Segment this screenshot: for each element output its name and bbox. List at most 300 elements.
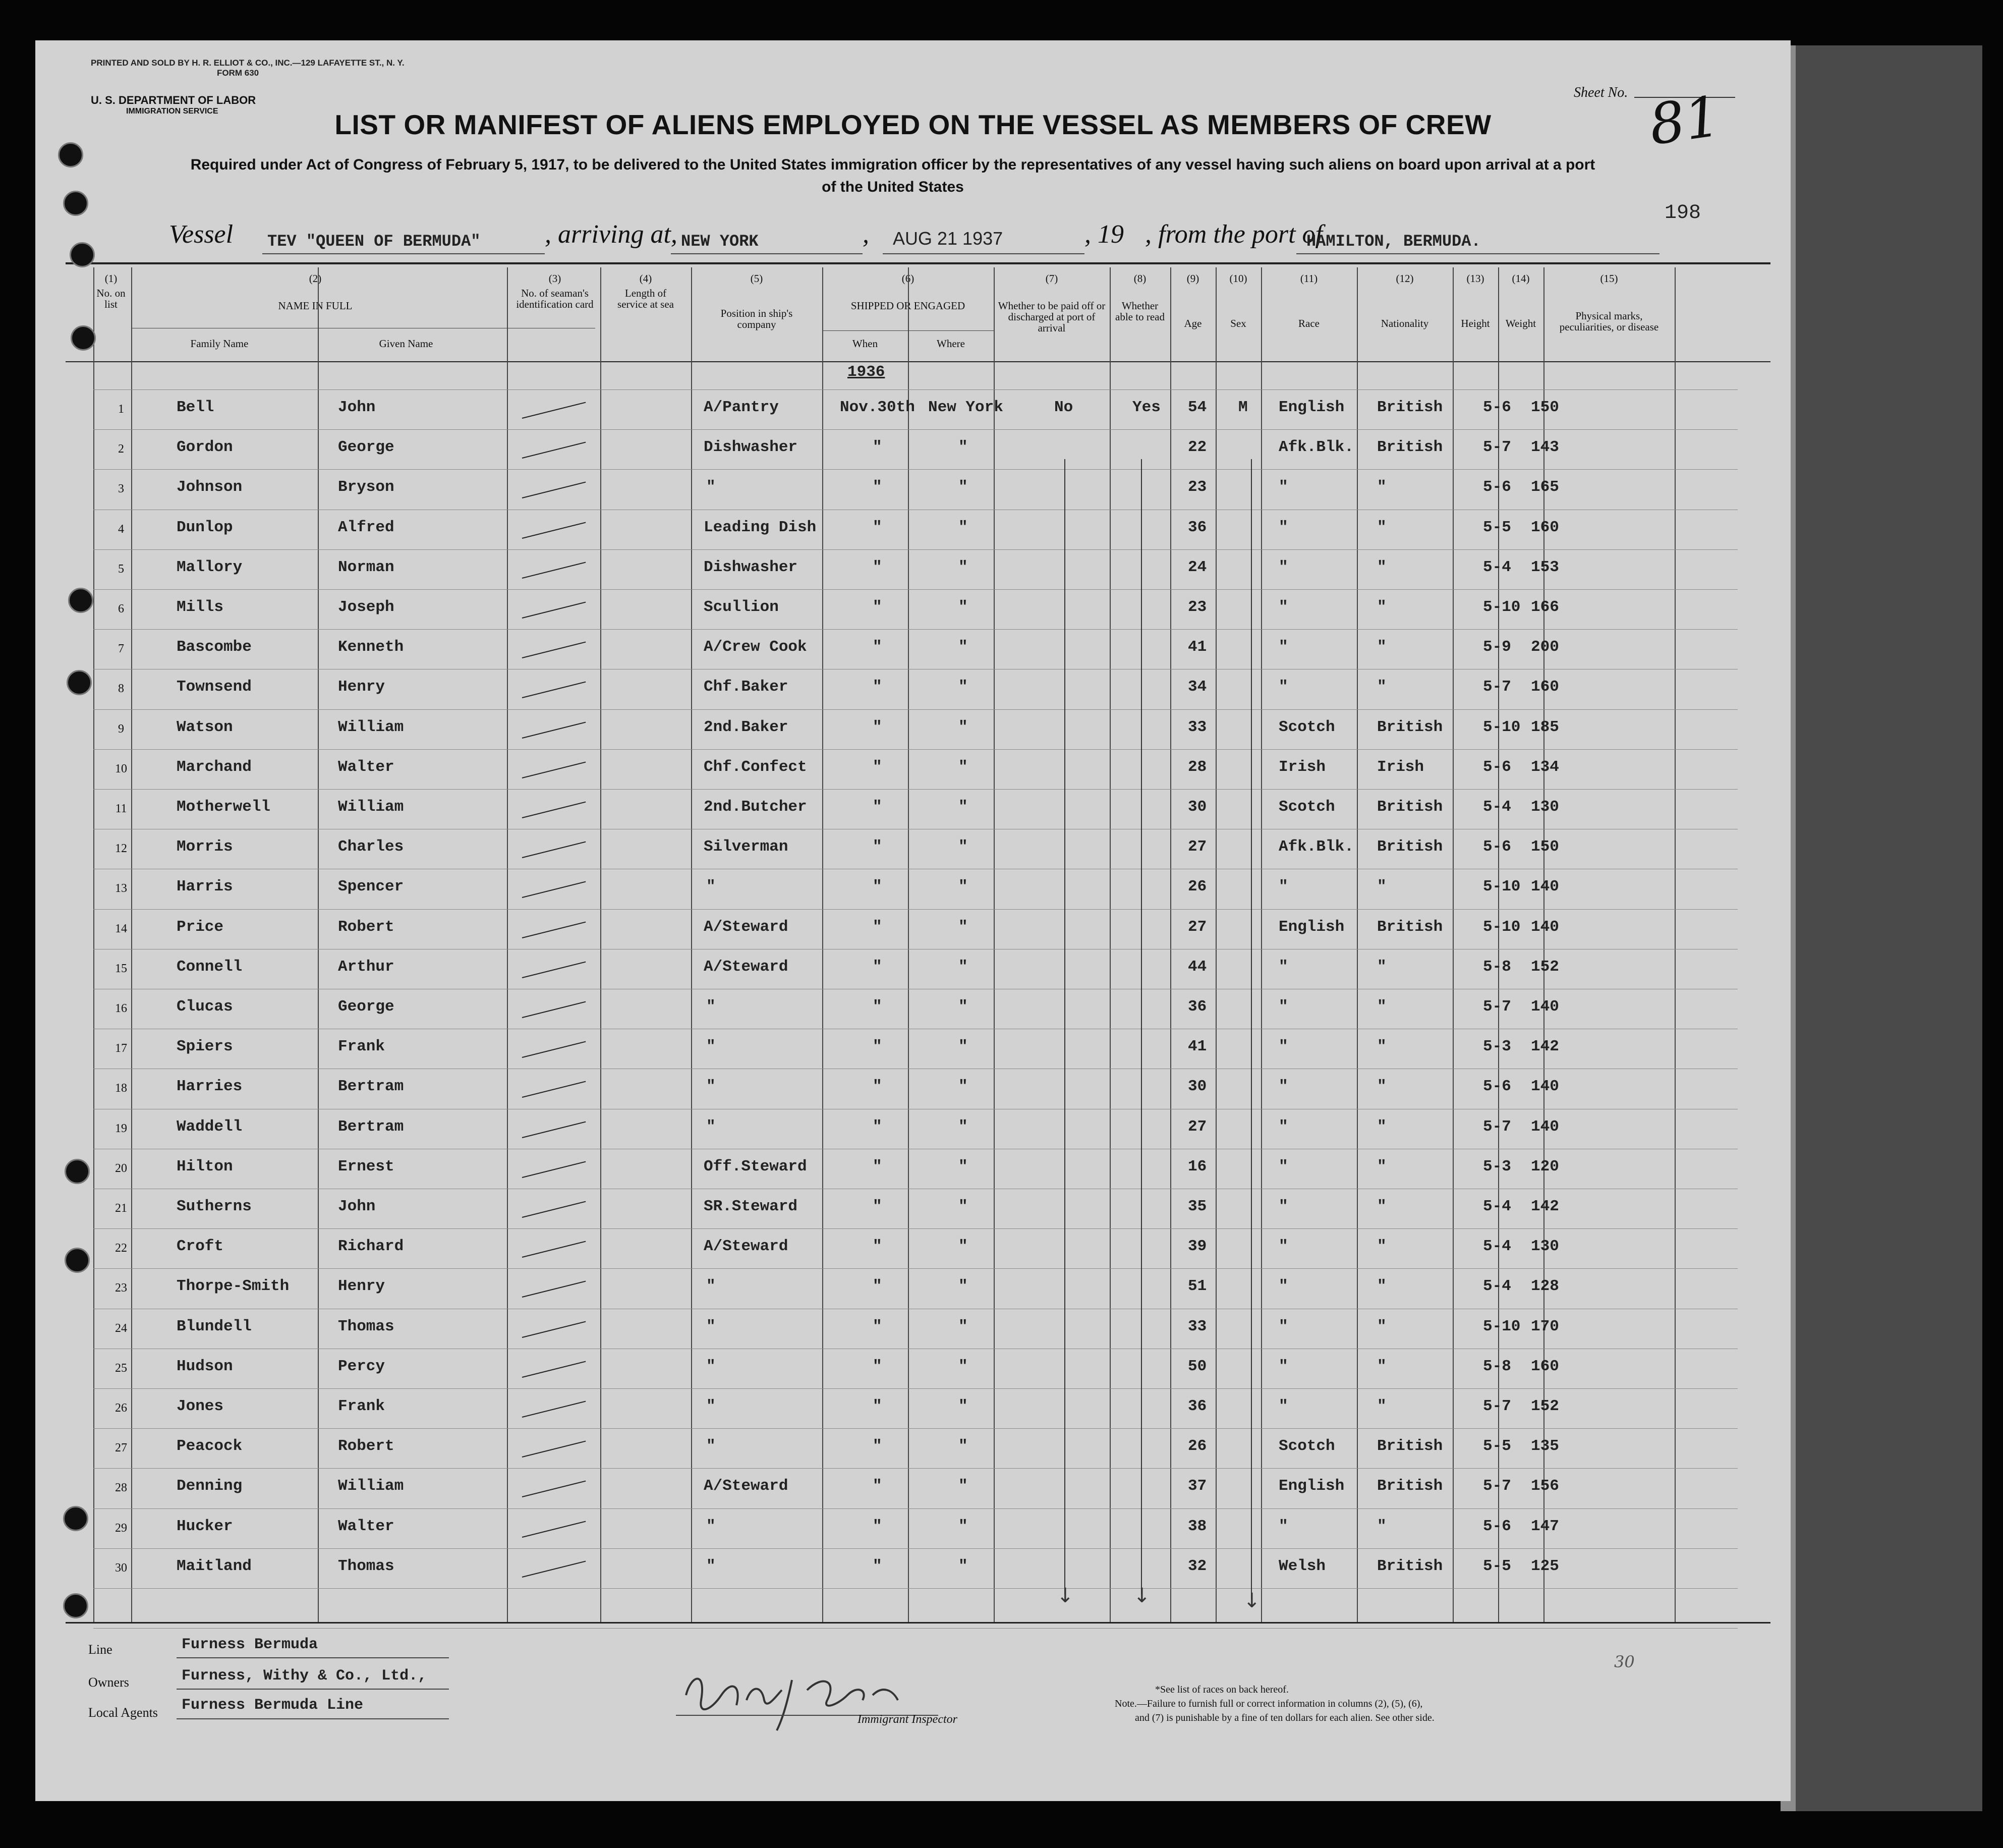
column-divider <box>691 267 692 1622</box>
race: Scotch <box>1279 798 1335 816</box>
race: " <box>1279 958 1288 976</box>
line-underline <box>177 1657 449 1658</box>
position: " <box>706 1517 716 1535</box>
id-card-slash-mark <box>522 1081 586 1098</box>
shipped-when: " <box>873 918 882 936</box>
height: 5-7 <box>1483 1397 1511 1415</box>
id-card-slash-mark <box>522 522 586 538</box>
id-card-slash-mark <box>522 1361 586 1377</box>
race: " <box>1279 558 1288 576</box>
shipped-where: " <box>958 1517 968 1535</box>
column-divider <box>1498 267 1499 1622</box>
id-card-slash-mark <box>522 1481 586 1497</box>
year-note: 1936 <box>847 363 885 381</box>
age: 54 <box>1188 399 1207 416</box>
race: English <box>1279 1477 1345 1495</box>
col7-head: Whether to be paid off or discharged at port of arrival <box>998 300 1106 334</box>
row-gridline <box>93 789 1738 790</box>
position: Off.Steward <box>704 1157 807 1175</box>
family-name: Maitland <box>177 1557 252 1575</box>
agents-value: Furness Bermuda Line <box>182 1697 364 1714</box>
col1-num: (1) <box>104 272 118 285</box>
row-number: 2 <box>118 442 124 456</box>
given-name: Frank <box>338 1397 385 1415</box>
col3-head: No. of seaman's identification card <box>516 287 594 310</box>
id-card-slash-mark <box>522 881 586 898</box>
position: 2nd.Baker <box>704 718 788 736</box>
height: 5-7 <box>1483 678 1511 696</box>
stamp-number: 198 <box>1665 202 1701 225</box>
shipped-where: " <box>958 838 968 856</box>
column-divider <box>93 267 94 1622</box>
shipped-when: " <box>873 1157 882 1175</box>
race: " <box>1279 1117 1288 1136</box>
col14-head: Weight <box>1505 317 1536 329</box>
nationality: " <box>1377 1277 1387 1296</box>
given-name: Thomas <box>338 1317 394 1335</box>
position: Dishwasher <box>704 438 798 457</box>
from-line <box>1296 253 1659 254</box>
year-label: , 19 <box>1084 220 1124 249</box>
age: 22 <box>1188 438 1207 457</box>
nationality: " <box>1377 518 1387 536</box>
nationality: " <box>1377 598 1387 616</box>
row-gridline <box>93 1228 1738 1229</box>
height: 5-5 <box>1483 1557 1511 1575</box>
weight: 160 <box>1531 518 1559 536</box>
family-name: Mills <box>177 598 224 616</box>
weight: 152 <box>1531 1397 1559 1415</box>
age: 33 <box>1188 1317 1207 1335</box>
position: A/Steward <box>704 958 788 976</box>
nationality: " <box>1377 1357 1387 1375</box>
col2-family-head: Family Name <box>190 338 249 350</box>
weight: 160 <box>1531 1357 1559 1375</box>
row-gridline <box>93 469 1738 470</box>
id-card-slash-mark <box>522 721 586 738</box>
form-number: FORM 630 <box>217 68 259 78</box>
shipped-when: " <box>873 1517 882 1535</box>
row-gridline <box>93 1388 1738 1389</box>
race: " <box>1279 598 1288 616</box>
col11-head: Race <box>1298 317 1320 329</box>
weight: 165 <box>1531 478 1559 496</box>
height: 5-3 <box>1483 1157 1511 1175</box>
age: 26 <box>1188 878 1207 896</box>
family-name: Clucas <box>177 998 233 1016</box>
given-name: Spencer <box>338 878 404 896</box>
shipped-when: " <box>873 638 882 656</box>
id-card-slash-mark <box>522 1001 586 1018</box>
column-divider <box>1261 267 1262 1622</box>
printer-imprint <box>91 58 405 78</box>
row-gridline <box>93 1548 1738 1549</box>
age: 27 <box>1188 918 1207 936</box>
from-label: , from the port of <box>1145 220 1323 249</box>
age: 37 <box>1188 1477 1207 1495</box>
row-gridline <box>93 629 1738 630</box>
sex-arrowhead-icon: ↓ <box>1243 1589 1261 1612</box>
given-name: Ernest <box>338 1157 394 1175</box>
nationality: " <box>1377 1038 1387 1056</box>
weight: 140 <box>1531 1117 1559 1136</box>
read-arrowhead-icon: ↓ <box>1133 1584 1151 1607</box>
binder-background <box>1791 45 1982 1811</box>
id-card-slash-mark <box>522 1201 586 1218</box>
col3-num: (3) <box>548 272 561 285</box>
family-name: Mallory <box>177 558 243 576</box>
weight: 153 <box>1531 558 1559 576</box>
height: 5-9 <box>1483 638 1511 656</box>
weight: 147 <box>1531 1517 1559 1535</box>
nationality: " <box>1377 1157 1387 1175</box>
pencil-mark: 30 <box>1614 1652 1635 1671</box>
given-name: William <box>338 798 404 816</box>
column-divider <box>822 267 823 1622</box>
age: 30 <box>1188 798 1207 816</box>
id-card-slash-mark <box>522 682 586 698</box>
row-gridline <box>93 1508 1738 1509</box>
given-name: Walter <box>338 1517 394 1535</box>
row-gridline <box>93 1628 1738 1629</box>
nationality: " <box>1377 1517 1387 1535</box>
line-value: Furness Bermuda <box>182 1636 318 1653</box>
weight: 200 <box>1531 638 1559 656</box>
row-gridline <box>93 1588 1738 1589</box>
col2-given-head: Given Name <box>379 338 433 350</box>
age: 35 <box>1188 1198 1207 1215</box>
shipped-when: " <box>873 1317 882 1335</box>
shipped-where: " <box>958 1238 968 1256</box>
weight: 150 <box>1531 399 1559 416</box>
position: " <box>706 1277 716 1296</box>
row-number: 30 <box>115 1561 127 1575</box>
height: 5-4 <box>1483 1198 1511 1215</box>
family-name: Connell <box>177 958 243 976</box>
row-gridline <box>93 1428 1738 1429</box>
row-number: 9 <box>118 722 124 736</box>
shipped-when: " <box>873 1557 882 1575</box>
age: 28 <box>1188 758 1207 776</box>
paid-arrowhead-icon: ↓ <box>1057 1584 1074 1607</box>
shipped-when: " <box>873 1038 882 1056</box>
family-name: Spiers <box>177 1038 233 1056</box>
row-number: 13 <box>115 882 127 895</box>
agents-label: Local Agents <box>88 1705 158 1720</box>
position: " <box>706 1038 716 1056</box>
col8-head: Whether able to read <box>1115 300 1165 323</box>
binder-hole <box>63 1593 88 1618</box>
shipped-where: New York <box>928 399 1003 416</box>
given-name: Norman <box>338 558 394 576</box>
position: A/Steward <box>704 1238 788 1256</box>
shipped-when: " <box>873 478 882 496</box>
family-name: Hucker <box>177 1517 233 1535</box>
height: 5-6 <box>1483 478 1511 496</box>
shipped-when: " <box>873 438 882 457</box>
shipped-when: " <box>873 878 882 896</box>
col15-num: (15) <box>1600 272 1618 285</box>
nationality: British <box>1377 399 1443 416</box>
row-number: 25 <box>115 1361 127 1375</box>
vessel-row <box>35 217 1791 257</box>
row-number: 11 <box>115 802 127 815</box>
col9-num: (9) <box>1186 272 1199 285</box>
height: 5-8 <box>1483 1357 1511 1375</box>
row-gridline <box>93 1468 1738 1469</box>
id-card-slash-mark <box>522 1441 586 1458</box>
vessel-label: Vessel <box>169 220 234 249</box>
shipped-when: " <box>873 1238 882 1256</box>
col8-num: (8) <box>1133 272 1147 285</box>
height: 5-6 <box>1483 1517 1511 1535</box>
family-name: Thorpe-Smith <box>177 1277 290 1296</box>
sex: M <box>1238 399 1248 416</box>
age: 50 <box>1188 1357 1207 1375</box>
race: " <box>1279 1357 1288 1375</box>
age: 41 <box>1188 1038 1207 1056</box>
position: Leading Dish <box>704 518 817 536</box>
row-number: 20 <box>115 1161 127 1175</box>
nationality: " <box>1377 1198 1387 1215</box>
shipped-where: " <box>958 638 968 656</box>
owners-label: Owners <box>88 1675 129 1690</box>
family-name: Denning <box>177 1477 243 1495</box>
race: " <box>1279 1157 1288 1175</box>
height: 5-10 <box>1483 878 1521 896</box>
age: 27 <box>1188 1117 1207 1136</box>
shipped-when: " <box>873 1277 882 1296</box>
agents-underline <box>177 1718 449 1719</box>
height: 5-6 <box>1483 399 1511 416</box>
family-name: Townsend <box>177 678 252 696</box>
shipped-when: " <box>873 1437 882 1455</box>
col13-num: (13) <box>1466 272 1484 285</box>
family-name: Bell <box>177 399 214 416</box>
shipped-when: " <box>873 1117 882 1136</box>
shipped-where: " <box>958 678 968 696</box>
race: " <box>1279 638 1288 656</box>
shipped-where: " <box>958 798 968 816</box>
position: " <box>706 1317 716 1335</box>
weight: 134 <box>1531 758 1559 776</box>
race: " <box>1279 878 1288 896</box>
given-name: George <box>338 438 394 457</box>
given-name: Charles <box>338 838 404 856</box>
family-name: Blundell <box>177 1317 252 1335</box>
shipped-where: " <box>958 1437 968 1455</box>
column-divider <box>1110 267 1111 1622</box>
race: " <box>1279 1277 1288 1296</box>
position: A/Steward <box>704 918 788 936</box>
col10-num: (10) <box>1229 272 1247 285</box>
col12-head: Nationality <box>1381 317 1429 329</box>
shipped-where: " <box>958 958 968 976</box>
given-name: Percy <box>338 1357 385 1375</box>
family-name: Sutherns <box>177 1198 252 1215</box>
shipped-where: " <box>958 1477 968 1495</box>
position: " <box>706 1117 716 1136</box>
race: Welsh <box>1279 1557 1326 1575</box>
position: A/Steward <box>704 1477 788 1495</box>
row-number: 23 <box>115 1281 127 1295</box>
given-name: Joseph <box>338 598 394 616</box>
family-name: Harries <box>177 1078 243 1096</box>
binder-hole <box>65 1159 90 1184</box>
shipped-where: " <box>958 1277 968 1296</box>
id-card-slash-mark <box>522 921 586 938</box>
family-name: Harris <box>177 878 233 896</box>
col5-head: Position in ship's company <box>720 307 793 330</box>
age: 51 <box>1188 1277 1207 1296</box>
row-gridline <box>93 549 1738 550</box>
position: Dishwasher <box>704 558 798 576</box>
family-name: Marchand <box>177 758 252 776</box>
col15-head: Physical marks, peculiarities, or disease <box>1559 310 1659 333</box>
row-number: 12 <box>115 842 127 856</box>
shipped-when: " <box>873 1477 882 1495</box>
height: 5-5 <box>1483 518 1511 536</box>
position: Chf.Confect <box>704 758 807 776</box>
column-divider <box>994 267 995 1622</box>
row-number: 3 <box>118 482 124 496</box>
inspector-label: Immigrant Inspector <box>857 1713 957 1726</box>
family-name: Waddell <box>177 1117 243 1136</box>
height: 5-10 <box>1483 1317 1521 1335</box>
position: Chf.Baker <box>704 678 788 696</box>
shipped-where: " <box>958 598 968 616</box>
paid-off: No <box>1054 399 1073 416</box>
binder-hole <box>71 325 96 351</box>
row-number: 4 <box>118 522 124 536</box>
given-name: Richard <box>338 1238 404 1256</box>
paid-ditto-arrow <box>1064 459 1065 1594</box>
header-top-rule <box>66 262 1770 264</box>
shipped-where: " <box>958 1397 968 1415</box>
id-card-slash-mark <box>522 602 586 619</box>
weight: 143 <box>1531 438 1559 457</box>
shipped-where: " <box>958 478 968 496</box>
shipped-when: " <box>873 1078 882 1096</box>
column-divider <box>600 267 601 1622</box>
shipped-when: " <box>873 958 882 976</box>
height: 5-6 <box>1483 1078 1511 1096</box>
family-name: Watson <box>177 718 233 736</box>
binder-hole <box>67 670 92 695</box>
family-name: Jones <box>177 1397 224 1415</box>
position: " <box>706 478 716 496</box>
height: 5-10 <box>1483 718 1521 736</box>
weight: 130 <box>1531 1238 1559 1256</box>
given-name: Robert <box>338 918 394 936</box>
weight: 130 <box>1531 798 1559 816</box>
shipped-where: " <box>958 558 968 576</box>
id-card-slash-mark <box>522 1241 586 1258</box>
id-card-slash-mark <box>522 1121 586 1138</box>
weight: 156 <box>1531 1477 1559 1495</box>
family-name: Bascombe <box>177 638 252 656</box>
column-divider <box>1357 267 1358 1622</box>
col4-head: Length of service at sea <box>617 287 674 310</box>
race: Scotch <box>1279 1437 1335 1455</box>
age: 30 <box>1188 1078 1207 1096</box>
race: " <box>1279 1078 1288 1096</box>
nationality: " <box>1377 478 1387 496</box>
column-divider <box>1675 267 1676 1622</box>
race: " <box>1279 478 1288 496</box>
shipped-where: " <box>958 998 968 1016</box>
height: 5-4 <box>1483 1238 1511 1256</box>
shipped-where: " <box>958 918 968 936</box>
weight: 160 <box>1531 678 1559 696</box>
weight: 140 <box>1531 998 1559 1016</box>
weight: 150 <box>1531 838 1559 856</box>
race: " <box>1279 1397 1288 1415</box>
age: 34 <box>1188 678 1207 696</box>
nationality: " <box>1377 998 1387 1016</box>
weight: 142 <box>1531 1198 1559 1215</box>
column-divider <box>1543 267 1544 1622</box>
race: " <box>1279 1517 1288 1535</box>
row-gridline <box>93 389 1738 390</box>
binder-hole <box>63 1506 88 1531</box>
column-divider <box>131 267 132 1622</box>
row-number: 19 <box>115 1122 127 1135</box>
comma-sep: , <box>863 220 869 249</box>
row-number: 21 <box>115 1202 127 1215</box>
arrival-date: AUG 21 1937 <box>893 228 1003 249</box>
given-name: Bertram <box>338 1078 404 1096</box>
height: 5-7 <box>1483 1477 1511 1495</box>
shipped-when: " <box>873 998 882 1016</box>
family-name: Croft <box>177 1238 224 1256</box>
shipped-where: " <box>958 878 968 896</box>
race: " <box>1279 678 1288 696</box>
shipped-where: " <box>958 1557 968 1575</box>
nationality: " <box>1377 1117 1387 1136</box>
binder-hole <box>58 142 83 167</box>
page-title: LIST OR MANIFEST OF ALIENS EMPLOYED ON THE VESSEL AS MEMBERS OF CREW <box>334 109 1492 140</box>
shipped-when: " <box>873 838 882 856</box>
nationality: " <box>1377 1078 1387 1096</box>
row-gridline <box>93 429 1738 430</box>
position: A/Crew Cook <box>704 638 807 656</box>
row-number: 1 <box>118 403 124 416</box>
age: 36 <box>1188 1397 1207 1415</box>
row-gridline <box>93 909 1738 910</box>
subtitle-line-2: of the United States <box>822 179 964 195</box>
arriving-line <box>671 253 863 254</box>
id-card-slash-mark <box>522 442 586 459</box>
height: 5-6 <box>1483 838 1511 856</box>
weight: 140 <box>1531 878 1559 896</box>
row-number: 24 <box>115 1321 127 1335</box>
given-name: Bertram <box>338 1117 404 1136</box>
row-number: 10 <box>115 762 127 775</box>
header-bottom-rule <box>66 361 1770 362</box>
height: 5-7 <box>1483 998 1511 1016</box>
manifest-sheet <box>35 40 1791 1801</box>
id-card-slash-mark <box>522 642 586 658</box>
shipped-where: " <box>958 758 968 776</box>
nationality: " <box>1377 558 1387 576</box>
col4-num: (4) <box>639 272 652 285</box>
able-to-read: Yes <box>1132 399 1161 416</box>
column-divider <box>1170 267 1171 1622</box>
shipped-where: " <box>958 718 968 736</box>
row-number: 8 <box>118 682 124 696</box>
age: 36 <box>1188 518 1207 536</box>
